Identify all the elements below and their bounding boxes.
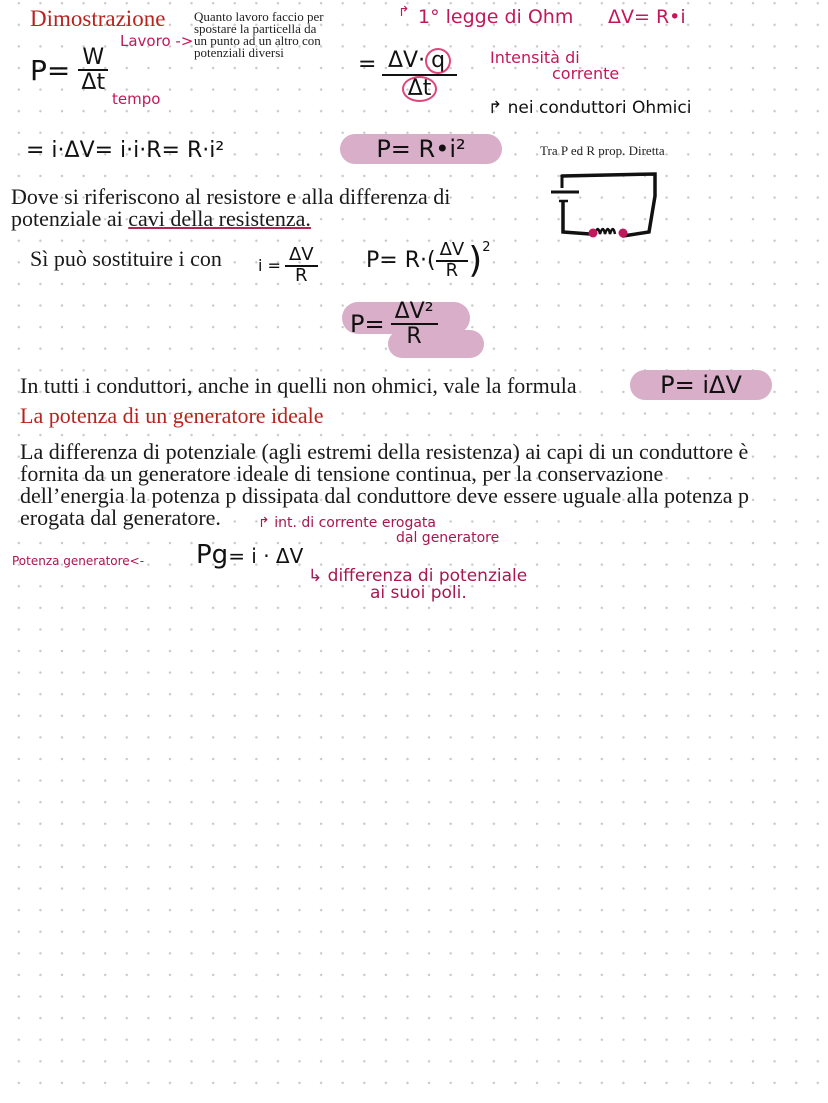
annotation-text: int. di corrente erogata bbox=[274, 515, 436, 531]
annotation-text: differenza di potenziale bbox=[327, 566, 528, 586]
paragraph-line: fornita da un generatore ideale di tensione continua, per la conservazione bbox=[20, 461, 664, 486]
annotation-line: Intensità di bbox=[490, 48, 580, 67]
paragraph-line: erogata dal generatore. bbox=[20, 505, 221, 530]
annotation-line: dal generatore bbox=[396, 530, 500, 546]
page-title: Dimostrazione bbox=[30, 6, 166, 31]
paragraph-line: Dove si riferiscono al resistore e alla differenza di bbox=[11, 184, 451, 209]
paragraph-line: dell’energia la potenza p dissipata dal conduttore deve essere uguale alla potenza p bbox=[20, 483, 749, 508]
arrow-icon: ↱ bbox=[398, 4, 410, 20]
highlight-p-i-dv: P= iΔV bbox=[630, 370, 772, 400]
power-definition-formula bbox=[30, 46, 108, 94]
denominator: Δt bbox=[81, 70, 106, 96]
conduttori-ohmici-annotation bbox=[488, 98, 691, 118]
circuit-diagram-icon bbox=[545, 170, 665, 245]
dvq-fraction bbox=[382, 48, 457, 102]
all-conductors-text: In tutti i conduttori, anche in quelli non ohmici, vale la formula bbox=[20, 373, 577, 398]
annotation-text: nei conduttori Ohmici bbox=[507, 98, 692, 118]
arrow-icon: ↳ bbox=[308, 566, 328, 586]
formula-text: P= bbox=[30, 53, 71, 87]
equals-sign: = bbox=[358, 52, 377, 77]
formula-text: Pg bbox=[196, 540, 229, 570]
first-law-annotation: 1° legge di Ohm bbox=[418, 6, 574, 28]
paragraph-line bbox=[11, 208, 450, 230]
fraction bbox=[78, 46, 108, 94]
numerator: ΔV bbox=[285, 246, 318, 267]
exponent: 2 bbox=[482, 240, 491, 255]
arrow-icon: ↱ bbox=[258, 515, 275, 531]
denominator: R bbox=[295, 264, 308, 286]
p-r-dv-r-squared-formula bbox=[366, 240, 491, 281]
i-substitution-formula bbox=[258, 246, 318, 286]
formula-text: P= R·( bbox=[366, 248, 436, 273]
intro-note-line: spostare la particella da bbox=[194, 21, 317, 36]
arrow-icon: ↱ bbox=[488, 98, 508, 118]
intro-note-line: un punto ad un altro con bbox=[194, 33, 321, 48]
tempo-annotation: tempo bbox=[112, 90, 161, 108]
dv-annotation bbox=[308, 568, 527, 602]
numerator: ΔV bbox=[436, 241, 469, 262]
substitution-text: Sì può sostituire i con bbox=[30, 246, 222, 271]
underlined-text: cavi della resistenza. bbox=[128, 206, 311, 231]
lavoro-annotation: Lavoro -> bbox=[120, 32, 194, 50]
fraction bbox=[382, 48, 457, 102]
generator-power-label: Potenza generatore<- bbox=[12, 554, 145, 568]
generator-power-formula bbox=[196, 540, 303, 570]
numerator bbox=[382, 48, 457, 76]
numerator: ΔV² bbox=[391, 300, 438, 325]
fraction bbox=[436, 238, 469, 281]
intensita-annotation bbox=[490, 50, 619, 82]
annotation-line: corrente bbox=[552, 64, 620, 83]
formula-text: = i · ΔV bbox=[228, 544, 304, 568]
ohm-law-formula: ΔV= R•i bbox=[608, 6, 686, 28]
denominator: R bbox=[445, 259, 459, 281]
paragraph-text: potenziale ai bbox=[11, 206, 129, 231]
formula-text: ) bbox=[468, 240, 483, 281]
fraction bbox=[391, 300, 438, 348]
paragraph-line: La differenza di potenziale (agli estremi della resistenza) ai capi di un conduttore è bbox=[20, 439, 749, 464]
derivation-chain: = i·ΔV= i·i·R= R·i² bbox=[26, 138, 225, 163]
formula-text: ΔV· bbox=[388, 48, 426, 73]
annotation-line: ai suoi poli. bbox=[370, 583, 467, 603]
intro-note-line: potenziali diversi bbox=[194, 45, 284, 60]
q-circled: q bbox=[425, 48, 451, 74]
fraction bbox=[285, 246, 318, 286]
intro-note bbox=[194, 11, 324, 59]
denominator bbox=[402, 76, 438, 102]
prop-diretta-note: Tra P ed R prop. Diretta bbox=[540, 143, 665, 158]
highlight-p-ri2: P= R•i² bbox=[340, 134, 502, 164]
formula-text: P= bbox=[350, 310, 385, 339]
highlight-p-dv2-r bbox=[350, 300, 438, 348]
formula-text: i = bbox=[258, 256, 281, 276]
intro-note-line: Quanto lavoro faccio per bbox=[194, 9, 324, 24]
annotation-line bbox=[258, 516, 499, 531]
denominator: R bbox=[406, 324, 422, 350]
dt-circled: Δt bbox=[402, 76, 438, 102]
section-title: La potenza di un generatore ideale bbox=[20, 403, 324, 428]
paragraph-resistor bbox=[11, 186, 450, 230]
numerator: W bbox=[78, 46, 108, 71]
